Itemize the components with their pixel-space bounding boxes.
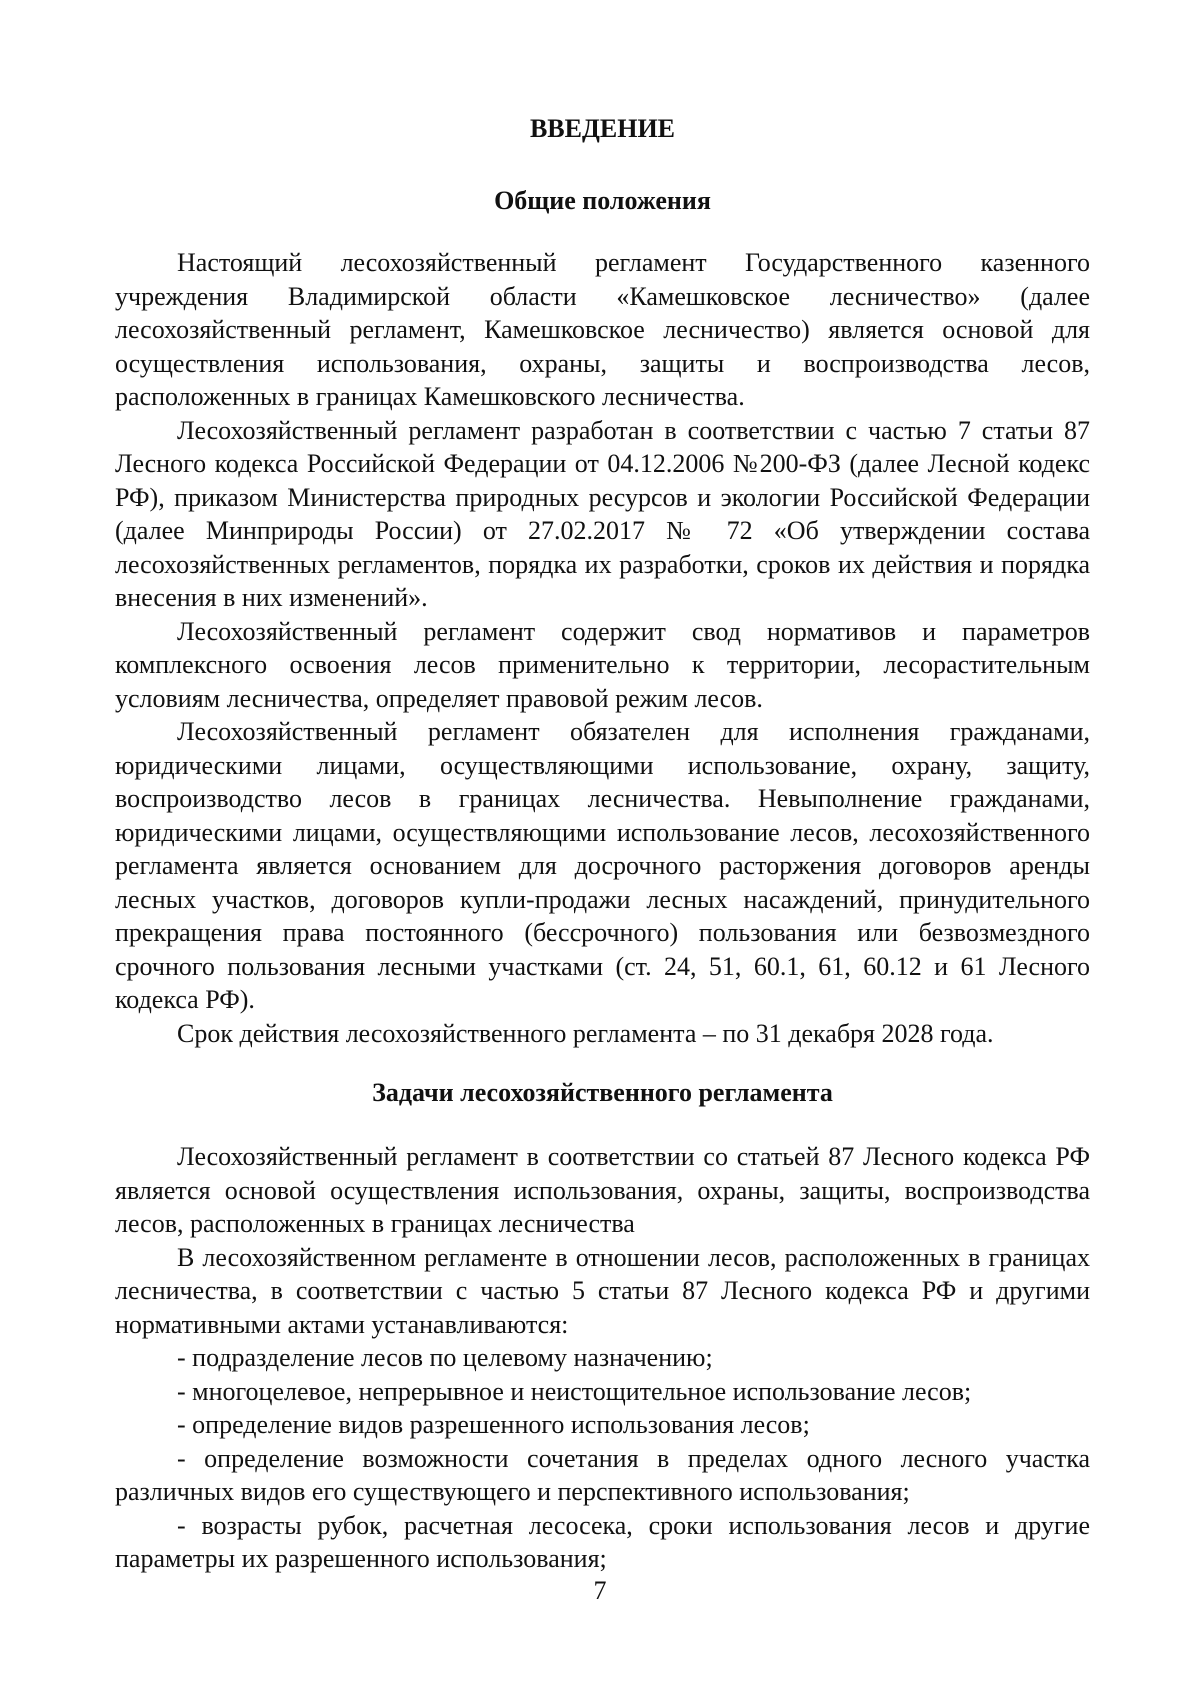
paragraph: В лесохозяйственном регламенте в отношении лесов, расположенных в границах лесничества, в соответствии с частью 5 статьи 87 Лесного кодекса РФ и другими нормативными актами устанавливаются: [115, 1242, 1090, 1339]
section-general-body [115, 246, 1090, 1050]
section-tasks-body [115, 1140, 1090, 1576]
list-item: - возрасты рубок, расчетная лесосека, сроки использования лесов и другие параметры их разрешенного использования; [115, 1510, 1090, 1573]
paragraph: Настоящий лесохозяйственный регламент Государственного казенного учреждения Владимирской области «Камешковское лесничество» (далее лесохозяйственный регламент, Камешковское лесничество) является основой для осуществления использования, охраны, защиты и воспроизводства лесов, расположенных в границах Камешковского лесничества. [115, 248, 1090, 411]
paragraph: Лесохозяйственный регламент в соответствии со статьей 87 Лесного кодекса РФ является основой осуществления использования, охраны, защиты, воспроизводства лесов, расположенных в границах лесничества [115, 1142, 1090, 1238]
paragraph: Лесохозяйственный регламент обязателен для исполнения гражданами, юридическими лицами, осуществляющими использование, охрану, защиту, воспроизводство лесов в границах лесничества. Невыполнение гражданами, юридическими лицами, осуществляющими использование лесов, лесохозяйственного регламента является основанием для досрочного расторжения договоров аренды лесных участков, договоров купли-продажи лесных насаждений, принудительного прекращения права постоянного (бессрочного) пользования или безвозмездного срочного пользования лесными участками (ст. 24, 51, 60.1, 61, 60.12 и 61 Лесного кодекса РФ). [115, 717, 1090, 1014]
paragraph: Лесохозяйственный регламент разработан в соответствии с частью 7 статьи 87 Лесного кодекса Российской Федерации от 04.12.2006 №200-ФЗ (далее Лесной кодекс РФ), приказом Министерства природных ресурсов и экологии Российской Федерации (далее Минприроды России) от 27.02.2017 № 72 «Об утверждении состава лесохозяйственных регламентов, порядка их разработки, сроков их действия и порядка внесения в них изменений». [115, 415, 1090, 612]
paragraph: Срок действия лесохозяйственного регламента – по 31 декабря 2028 года. [177, 1018, 994, 1048]
list-item: - подразделение лесов по целевому назначению; [177, 1343, 713, 1372]
document-title: ВВЕДЕНИЕ [529, 114, 676, 143]
list-item: - определение видов разрешенного использования лесов; [177, 1410, 810, 1439]
list-item: - определение возможности сочетания в пределах одного лесного участка различных видов его существующего и перспективного использования; [115, 1443, 1090, 1506]
list-item: - многоцелевое, непрерывное и неистощительное использование лесов; [177, 1376, 972, 1406]
page-number: 7 [593, 1576, 607, 1605]
paragraph: Лесохозяйственный регламент содержит свод нормативов и параметров комплексного освоения лесов применительно к территории, лесорастительным условиям лесничества, определяет правовой режим лесов. [115, 616, 1090, 713]
section-heading-general: Общие положения [494, 186, 711, 215]
page-content [115, 112, 1090, 1576]
section-heading-tasks: Задачи лесохозяйственного регламента [372, 1078, 833, 1107]
